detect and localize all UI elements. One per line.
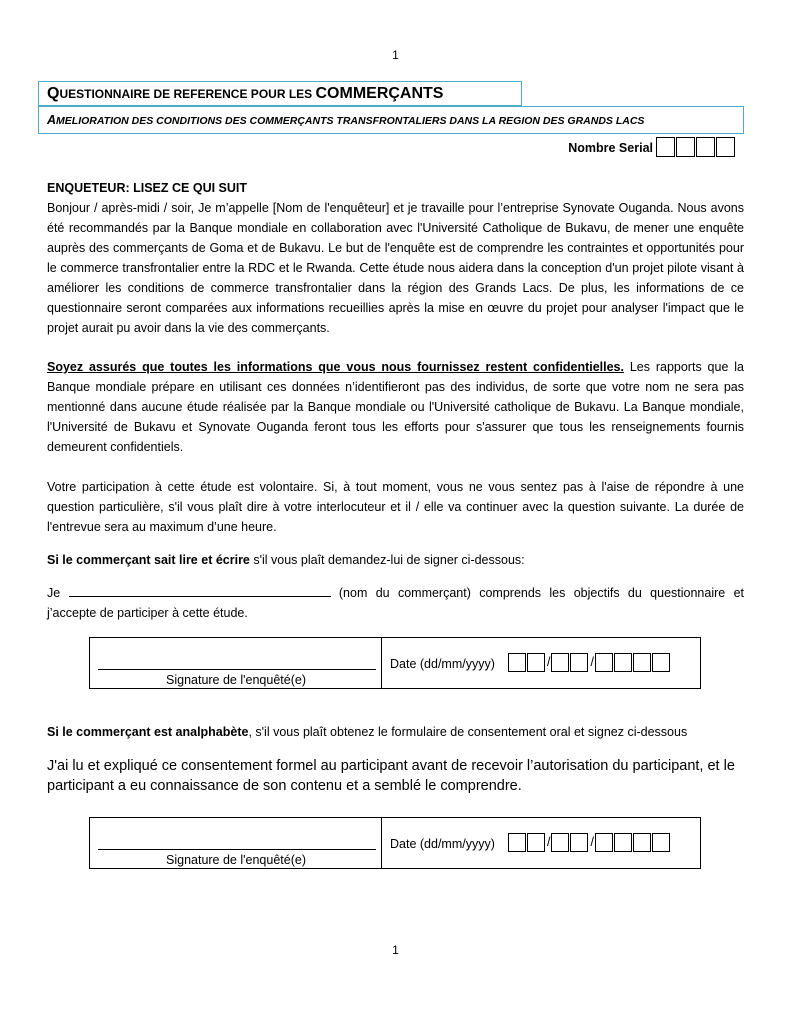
- serial-digit-box[interactable]: [716, 137, 735, 157]
- subtitle-small-caps: MELIORATION DES CONDITIONS DES COMMERÇANTS TRANSFRONTALIERS DANS LA REGION DES GRANDS LACS: [56, 115, 645, 127]
- consent-je: Je: [47, 586, 61, 600]
- confidentiality-paragraph: [47, 357, 744, 457]
- consent-statement: [47, 583, 744, 623]
- questionnaire-title: [38, 81, 522, 106]
- year-digit-box[interactable]: [633, 653, 651, 672]
- literate-instruction: [47, 550, 744, 570]
- serial-digit-box[interactable]: [676, 137, 695, 157]
- literate-instruction-text: s'il vous plaît demandez-lui de signer ci-dessous:: [249, 553, 525, 567]
- month-digit-box[interactable]: [551, 833, 569, 852]
- title-emphasis: COMMERÇANTS: [315, 85, 444, 102]
- year-digit-box[interactable]: [614, 653, 632, 672]
- year-digit-box[interactable]: [652, 833, 670, 852]
- trader-name-field[interactable]: [69, 585, 331, 597]
- illiterate-instruction: [47, 722, 744, 742]
- title-initial: Q: [47, 85, 60, 102]
- literate-condition: Si le commerçant sait lire et écrire: [47, 553, 250, 567]
- day-digit-box[interactable]: [508, 653, 526, 672]
- table-divider: [381, 818, 382, 868]
- subtitle-initial: A: [47, 113, 57, 127]
- illiterate-instruction-text: , s'il vous plaît obtenez le formulaire de consentement oral et signez ci-dessous: [248, 725, 688, 739]
- page-number-bottom: 1: [392, 943, 399, 957]
- page-number-top: 1: [392, 48, 399, 62]
- date-field[interactable]: [508, 653, 671, 672]
- serial-digit-box[interactable]: [656, 137, 675, 157]
- confidentiality-statement: Soyez assurés que toutes les informations que vous nous fournissez restent confidentielles.: [47, 360, 624, 374]
- signature-line[interactable]: [98, 849, 376, 850]
- year-digit-box[interactable]: [595, 653, 613, 672]
- year-digit-box[interactable]: [614, 833, 632, 852]
- illiterate-signature-table: [89, 817, 701, 869]
- confidentiality-details: Les rapports que la Banque mondiale prépare en utilisant ces données n’identifieront pas des individus, de sorte que votre nom ne sera pas mentionné dans aucune étude réalisée par la Banque mondiale ou l'Université catholique de Bukavu. La Banque mondiale, l'Université de Bukavu et Synovate Ouganda feront tous les efforts pour s'assurer que tous les renseignements fournis demeurent confidentiels.: [47, 360, 744, 454]
- questionnaire-subtitle: [38, 106, 744, 134]
- day-digit-box[interactable]: [527, 653, 545, 672]
- intro-paragraph: Bonjour / après-midi / soir, Je m’appelle [Nom de l'enquêteur] et je travaille pour l’entreprise Synovate Ouganda. Nous avons été recommandés par la Banque mondiale en collaboration avec l'Université Catholique de Bukavu, de mener une enquête auprès des commerçants de Goma et de Bukavu. Le but de l'enquête est de comprendre les contraintes et opportunités pour le commerce transfrontalier entre la RDC et le Rwanda. Cette étude nous aidera dans la conception d'un projet pilote visant à améliorer les conditions de commerce transfrontalier dans la région des Grands Lacs. De plus, les informations de ce questionnaire seront comparées aux informations recueillies après la mise en œuvre du projet pour analyser l'impact que le projet aurait pu avoir dans la vie des commerçants.: [47, 201, 744, 335]
- year-digit-box[interactable]: [652, 653, 670, 672]
- date-separator: /: [547, 835, 551, 849]
- year-digit-box[interactable]: [595, 833, 613, 852]
- day-digit-box[interactable]: [508, 833, 526, 852]
- serial-number-label: Nombre Serial: [568, 141, 653, 155]
- day-digit-box[interactable]: [527, 833, 545, 852]
- date-label: Date (dd/mm/yyyy): [390, 657, 495, 671]
- interviewer-heading: ENQUETEUR: LISEZ CE QUI SUIT: [47, 181, 248, 195]
- serial-number-field[interactable]: [656, 137, 736, 157]
- date-separator: /: [590, 655, 594, 669]
- consent-text: (nom du commerçant) comprends les objectifs du questionnaire et j’accepte de participer à cette étude.: [47, 586, 744, 620]
- month-digit-box[interactable]: [570, 653, 588, 672]
- signature-line[interactable]: [98, 669, 376, 670]
- date-separator: /: [547, 655, 551, 669]
- table-divider: [381, 638, 382, 688]
- date-field[interactable]: [508, 833, 671, 852]
- voluntary-paragraph: Votre participation à cette étude est volontaire. Si, à tout moment, vous ne vous sentez pas à l'aise de répondre à une question particulière, s'il vous plaît dire à votre interlocuteur et il / elle va continuer avec la question suivante. La durée de l'entrevue sera au maximum d’une heure.: [47, 480, 744, 534]
- month-digit-box[interactable]: [551, 653, 569, 672]
- signature-label: Signature de l'enquêté(e): [166, 853, 306, 867]
- title-small-caps: UESTIONNAIRE DE REFERENCE POUR LES: [59, 87, 316, 101]
- illiterate-condition: Si le commerçant est analphabète: [47, 725, 249, 739]
- signature-label: Signature de l'enquêté(e): [166, 673, 306, 687]
- date-label: Date (dd/mm/yyyy): [390, 837, 495, 851]
- literate-signature-table: [89, 637, 701, 689]
- oral-consent-statement: J'ai lu et expliqué ce consentement formel au participant avant de recevoir l’autorisation du participant, et le participant a eu connaissance de son contenu et a semblé le comprendre.: [47, 758, 735, 794]
- month-digit-box[interactable]: [570, 833, 588, 852]
- date-separator: /: [590, 835, 594, 849]
- serial-digit-box[interactable]: [696, 137, 715, 157]
- year-digit-box[interactable]: [633, 833, 651, 852]
